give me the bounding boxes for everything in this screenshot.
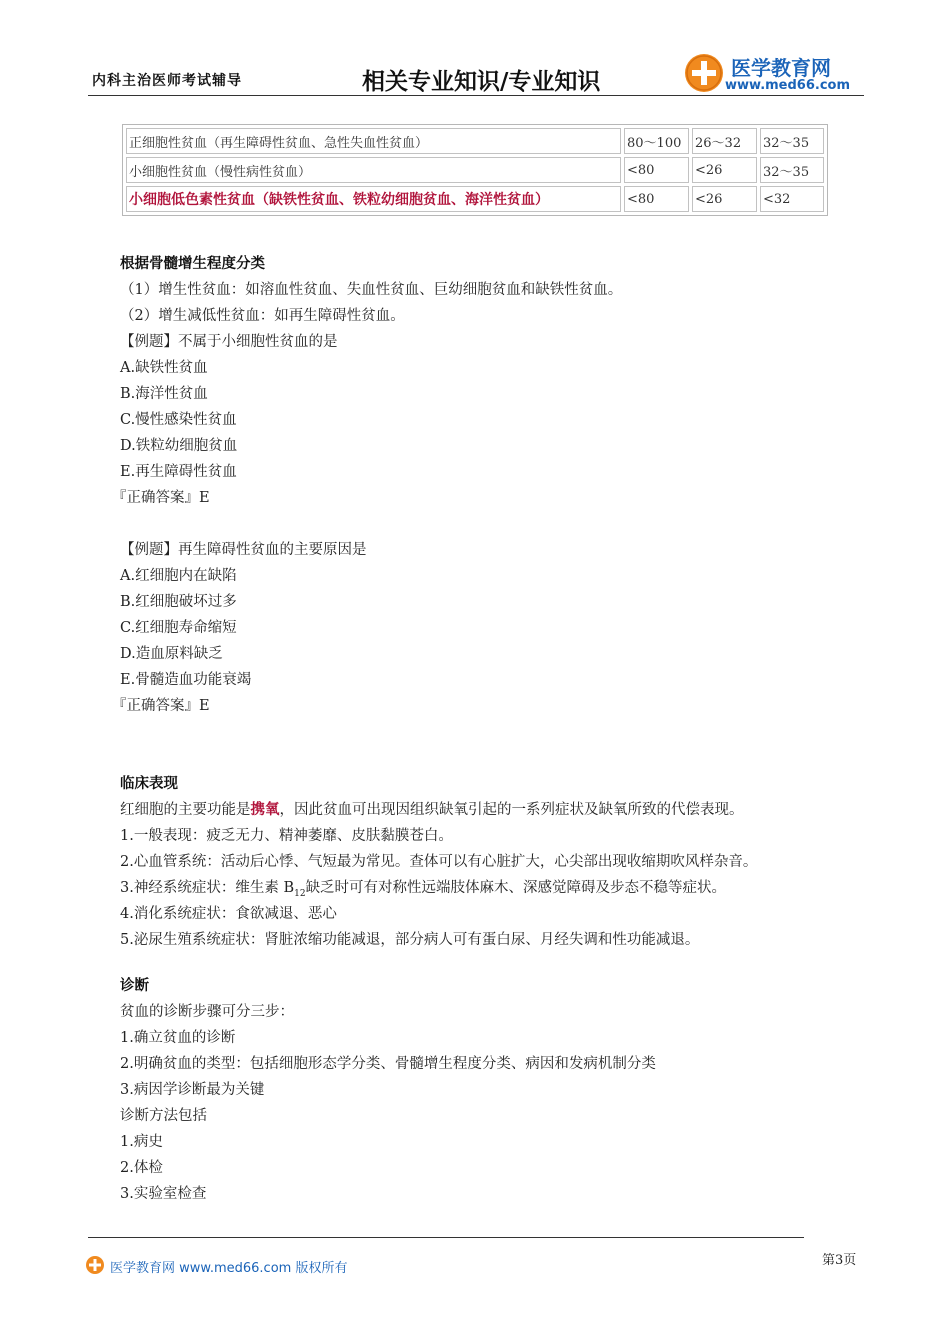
clinical-item: 1.一般表现：疲乏无力、精神萎靡、皮肤黏膜苍白。 — [120, 828, 453, 844]
table-cell-mchc: 32～35 — [760, 157, 824, 183]
clinical-item-subscript: 12 — [294, 888, 306, 899]
question-2-option: E.骨髓造血功能衰竭 — [120, 672, 252, 688]
section-heading-marrow: 根据骨髓增生程度分类 — [120, 256, 265, 272]
table-cell-mch: 26～32 — [692, 128, 757, 154]
clinical-item — [120, 876, 726, 899]
diagnosis-line: 1.病史 — [120, 1134, 163, 1150]
clinical-intro-part: 红细胞的主要功能是 — [120, 802, 251, 818]
site-logo[interactable] — [685, 52, 865, 100]
question-1-stem: 【例题】不属于小细胞性贫血的是 — [120, 334, 338, 350]
logo-name: 医学教育网 — [731, 56, 831, 80]
clinical-item-part: 3.神经系统症状：维生素 B — [120, 880, 295, 896]
section-heading-diagnosis: 诊断 — [120, 978, 149, 994]
question-1-option: A.缺铁性贫血 — [120, 360, 208, 376]
question-1-option: D.铁粒幼细胞贫血 — [120, 438, 238, 454]
diagnosis-line: 诊断方法包括 — [120, 1108, 207, 1124]
clinical-intro — [120, 798, 744, 819]
table-row-highlighted — [126, 186, 824, 212]
logo-cross-icon — [685, 54, 723, 92]
question-1-option: B.海洋性贫血 — [120, 386, 208, 402]
table-cell-mch: <26 — [692, 186, 757, 212]
question-2-option: D.造血原料缺乏 — [120, 646, 223, 662]
header-divider — [88, 95, 864, 96]
question-2-option: B.红细胞破坏过多 — [120, 594, 237, 610]
table-cell-mcv: 80～100 — [624, 128, 689, 154]
table-cell-type: 小细胞性贫血（慢性病性贫血） — [126, 157, 621, 183]
footer-copyright[interactable]: 医学教育网 www.med66.com 版权所有 — [110, 1261, 348, 1276]
question-1-option: C.慢性感染性贫血 — [120, 412, 237, 428]
table-cell-mcv: <80 — [624, 186, 689, 212]
clinical-item-part: 缺乏时可有对称性远端肢体麻木、深感觉障碍及步态不稳等症状。 — [305, 880, 727, 896]
diagnosis-line: 1.确立贫血的诊断 — [120, 1030, 236, 1046]
table-row — [126, 157, 824, 183]
question-2-answer: 『正确答案』E — [112, 698, 210, 714]
diagnosis-line: 3.实验室检查 — [120, 1186, 207, 1202]
table-row — [126, 128, 824, 154]
question-1-option: E.再生障碍性贫血 — [120, 464, 237, 480]
marrow-item: （2）增生减低性贫血：如再生障碍性贫血。 — [120, 308, 405, 324]
diagnosis-line: 3.病因学诊断最为关键 — [120, 1082, 265, 1098]
clinical-item: 4.消化系统症状：食欲减退、恶心 — [120, 906, 337, 922]
footer-divider — [88, 1237, 804, 1238]
question-2-option: A.红细胞内在缺陷 — [120, 568, 237, 584]
table-cell-mchc: <32 — [760, 186, 824, 212]
logo-url: www.med66.com — [725, 78, 851, 93]
marrow-item: （1）增生性贫血：如溶血性贫血、失血性贫血、巨幼细胞贫血和缺铁性贫血。 — [120, 282, 623, 298]
table-cell-mchc: 32～35 — [760, 128, 824, 154]
page-number: 第3页 — [822, 1253, 857, 1268]
diagnosis-line: 贫血的诊断步骤可分三步： — [120, 1004, 294, 1020]
question-2-option: C.红细胞寿命缩短 — [120, 620, 237, 636]
clinical-item: 2.心血管系统：活动后心悸、气短最为常见。查体可以有心脏扩大，心尖部出现收缩期吹风样杂音。 — [120, 854, 758, 870]
table-cell-type: 正细胞性贫血（再生障碍性贫血、急性失血性贫血） — [126, 128, 621, 154]
question-1-answer: 『正确答案』E — [112, 490, 210, 506]
anemia-classification-table — [122, 124, 828, 216]
clinical-item: 5.泌尿生殖系统症状：肾脏浓缩功能减退，部分病人可有蛋白尿、月经失调和性功能减退。 — [120, 932, 700, 948]
table-cell-mcv: <80 — [624, 157, 689, 183]
header-center-title: 相关专业知识/专业知识 — [362, 69, 601, 95]
diagnosis-line: 2.体检 — [120, 1160, 163, 1176]
table-cell-type: 小细胞低色素性贫血（缺铁性贫血、铁粒幼细胞贫血、海洋性贫血） — [126, 186, 621, 212]
section-heading-clinical: 临床表现 — [120, 776, 178, 792]
table-cell-mch: <26 — [692, 157, 757, 183]
clinical-intro-keyword: 携氧 — [250, 802, 280, 818]
question-2-stem: 【例题】再生障碍性贫血的主要原因是 — [120, 542, 367, 558]
footer-logo-icon — [86, 1256, 104, 1274]
diagnosis-line: 2.明确贫血的类型：包括细胞形态学分类、骨髓增生程度分类、病因和发病机制分类 — [120, 1056, 656, 1072]
clinical-intro-part: ，因此贫血可出现因组织缺氧引起的一系列症状及缺氧所致的代偿表现。 — [279, 802, 744, 818]
header-left-title: 内科主治医师考试辅导 — [92, 73, 242, 89]
